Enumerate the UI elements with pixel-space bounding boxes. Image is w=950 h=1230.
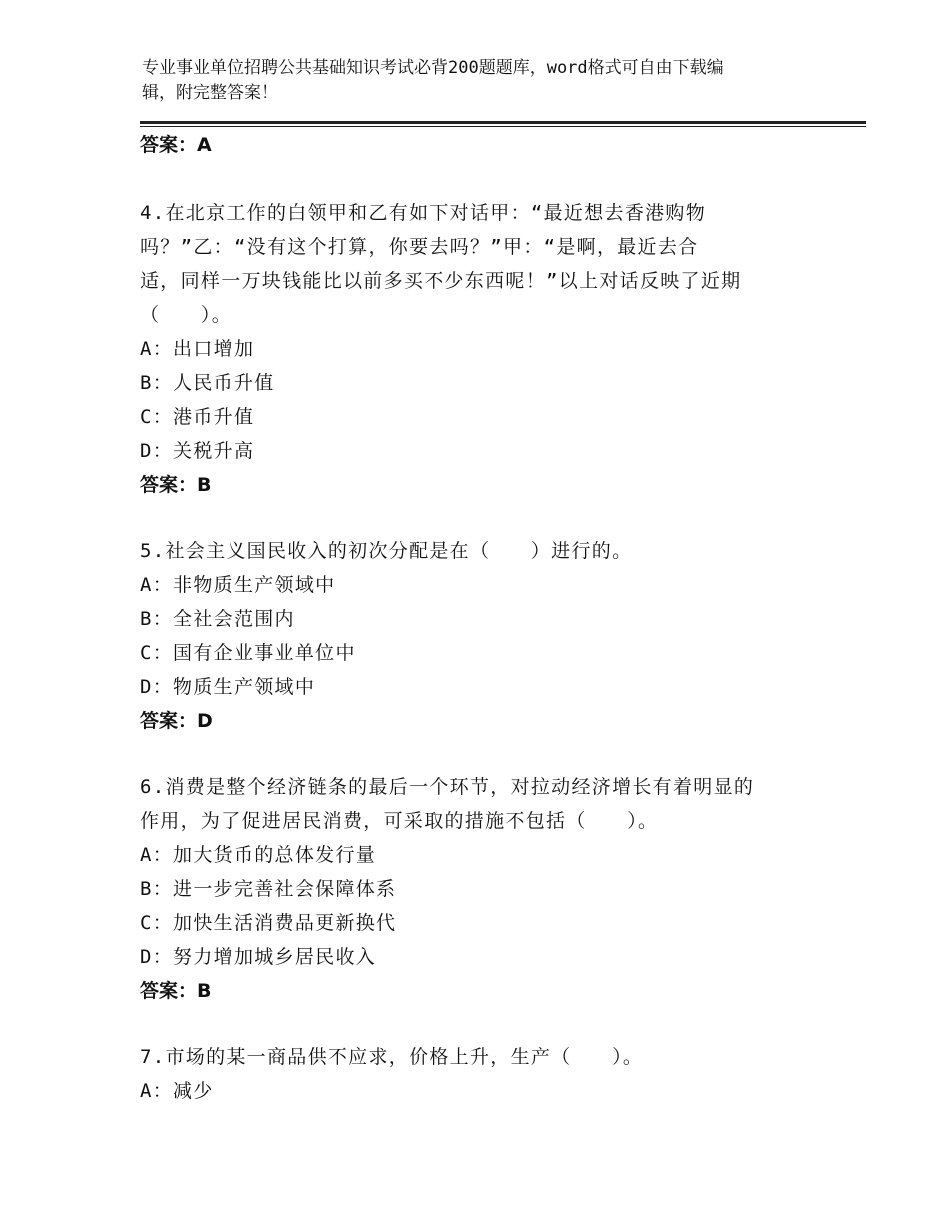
option-b: B：人民币升值 — [140, 372, 275, 394]
option-d: D：物质生产领域中 — [140, 676, 316, 698]
question-stem-line: 4.在北京工作的白领甲和乙有如下对话甲：“最近想去香港购物 — [140, 202, 707, 224]
spacer — [140, 502, 820, 534]
option-a: A：非物质生产领域中 — [140, 574, 336, 596]
question-stem-line: 吗？”乙：“没有这个打算，你要去吗？”甲：“是啊，最近去合 — [140, 236, 699, 258]
option-c: C：港币升值 — [140, 406, 255, 428]
answer-line: 答案：B — [140, 474, 212, 496]
document-header — [142, 56, 802, 106]
question-block-7 — [140, 1040, 820, 1108]
answer-line: 答案：B — [140, 980, 212, 1002]
option-a: A：减少 — [140, 1080, 214, 1102]
question-stem-line: （ ）。 — [140, 304, 233, 326]
question-stem-line: 作用，为了促进居民消费，可采取的措施不包括（ ）。 — [140, 810, 659, 832]
answer-line: 答案：D — [140, 710, 213, 732]
question-block-4 — [140, 196, 820, 502]
option-c: C：国有企业事业单位中 — [140, 642, 356, 664]
spacer — [140, 1008, 820, 1040]
header-rule-thick — [140, 121, 866, 124]
option-d: D：关税升高 — [140, 440, 255, 462]
question-block-6 — [140, 770, 820, 1008]
option-a: A：加大货币的总体发行量 — [140, 844, 377, 866]
option-c: C：加快生活消费品更新换代 — [140, 912, 397, 934]
header-line-2: 辑，附完整答案！ — [142, 83, 278, 103]
question-stem-line: 5.社会主义国民收入的初次分配是在（ ）进行的。 — [140, 540, 633, 562]
option-b: B：全社会范围内 — [140, 608, 295, 630]
spacer — [140, 738, 820, 770]
header-rule-thin — [140, 126, 866, 127]
answer-line: 答案：A — [140, 134, 212, 156]
option-b: B：进一步完善社会保障体系 — [140, 878, 397, 900]
option-a: A：出口增加 — [140, 338, 255, 360]
document-body — [140, 128, 820, 1108]
header-line-1: 专业事业单位招聘公共基础知识考试必背200题题库，word格式可自由下载编 — [142, 58, 724, 78]
question-stem-line: 7.市场的某一商品供不应求，价格上升，生产（ ）。 — [140, 1046, 644, 1068]
question-stem-line: 6.消费是整个经济链条的最后一个环节，对拉动经济增长有着明显的 — [140, 776, 755, 798]
question-block-5 — [140, 534, 820, 738]
spacer — [140, 162, 820, 196]
option-d: D：努力增加城乡居民收入 — [140, 946, 377, 968]
question-stem-line: 适，同样一万块钱能比以前多买不少东西呢！”以上对话反映了近期 — [140, 270, 742, 292]
